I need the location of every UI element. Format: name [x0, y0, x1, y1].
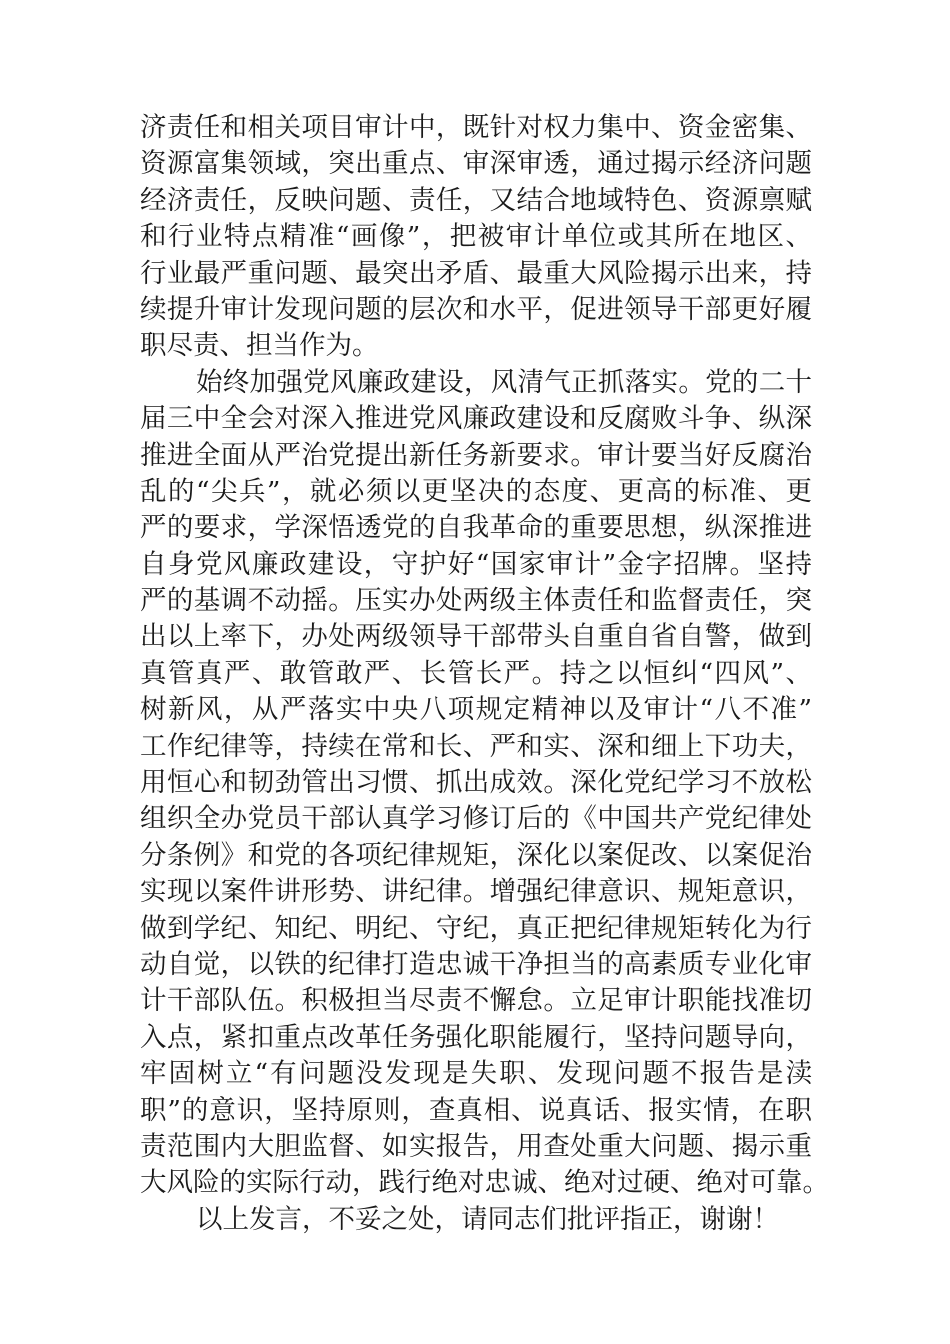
- text-line: 严的要求，学深悟透党的自我革命的重要思想，纵深推进: [140, 512, 812, 544]
- text-line: 严的基调不动摇。压实办处两级主体责任和监督责任，突: [140, 585, 812, 617]
- text-line: 以上发言，不妥之处，请同志们批评指正，谢谢！: [196, 1203, 779, 1235]
- text-line: 工作纪律等，持续在常和长、严和实、深和细上下功夫，: [140, 730, 812, 762]
- text-line: 职尽责、担当作为。: [140, 330, 379, 362]
- text-line: 行业最严重问题、最突出矛盾、最重大风险揭示出来，持: [140, 257, 812, 289]
- text-line: 经济责任，反映问题、责任，又结合地域特色、资源禀赋: [140, 184, 812, 216]
- text-line: 真管真严、敢管敢严、长管长严。持之以恒纠“四风”、: [140, 657, 812, 689]
- text-line: 自身党风廉政建设，守护好“国家审计”金字招牌。坚持: [140, 548, 812, 580]
- text-line: 实现以案件讲形势、讲纪律。增强纪律意识、规矩意识，: [140, 876, 812, 908]
- paragraph-1: [140, 110, 812, 365]
- text-line: 动自觉，以铁的纪律打造忠诚干净担当的高素质专业化审: [140, 948, 812, 980]
- text-line: 大风险的实际行动，践行绝对忠诚、绝对过硬、绝对可靠。: [140, 1167, 829, 1199]
- text-line: 和行业特点精准“画像”，把被审计单位或其所在地区、: [140, 221, 812, 253]
- text-line: 用恒心和韧劲管出习惯、抓出成效。深化党纪学习不放松: [140, 767, 812, 799]
- document-page: [140, 110, 829, 1238]
- text-line: 树新风，从严落实中央八项规定精神以及审计“八不准”: [140, 694, 812, 726]
- text-line: 计干部队伍。积极担当尽责不懈怠。立足审计职能找准切: [140, 985, 812, 1017]
- text-line: 做到学纪、知纪、明纪、守纪，真正把纪律规矩转化为行: [140, 912, 812, 944]
- text-line: 济责任和相关项目审计中，既针对权力集中、资金密集、: [140, 112, 812, 143]
- text-line: 届三中全会对深入推进党风廉政建设和反腐败斗争、纵深: [140, 403, 812, 435]
- text-line: 出以上率下，办处两级领导干部带头自重自省自警，做到: [140, 621, 812, 653]
- text-line: 分条例》和党的各项纪律规矩，深化以案促改、以案促治: [140, 839, 812, 871]
- text-line: 始终加强党风廉政建设，风清气正抓落实。党的二十: [196, 366, 812, 398]
- text-line: 组织全办党员干部认真学习修订后的《中国共产党纪律处: [140, 803, 812, 835]
- text-line: 入点，紧扣重点改革任务强化职能履行，坚持问题导向，: [140, 1021, 812, 1053]
- text-line: 责范围内大胆监督、如实报告，用查处重大问题、揭示重: [140, 1130, 812, 1162]
- text-line: 推进全面从严治党提出新任务新要求。审计要当好反腐治: [140, 439, 812, 471]
- paragraph-2: [140, 365, 829, 1202]
- text-line: 续提升审计发现问题的层次和水平，促进领导干部更好履: [140, 293, 812, 325]
- paragraph-3: [140, 1202, 812, 1238]
- text-line: 乱的“尖兵”，就必须以更坚决的态度、更高的标准、更: [140, 475, 812, 507]
- text-line: 牢固树立“有问题没发现是失职、发现问题不报告是渎: [140, 1058, 812, 1090]
- text-line: 职”的意识，坚持原则，查真相、说真话、报实情，在职: [140, 1094, 812, 1126]
- text-line: 资源富集领域，突出重点、审深审透，通过揭示经济问题: [140, 148, 812, 180]
